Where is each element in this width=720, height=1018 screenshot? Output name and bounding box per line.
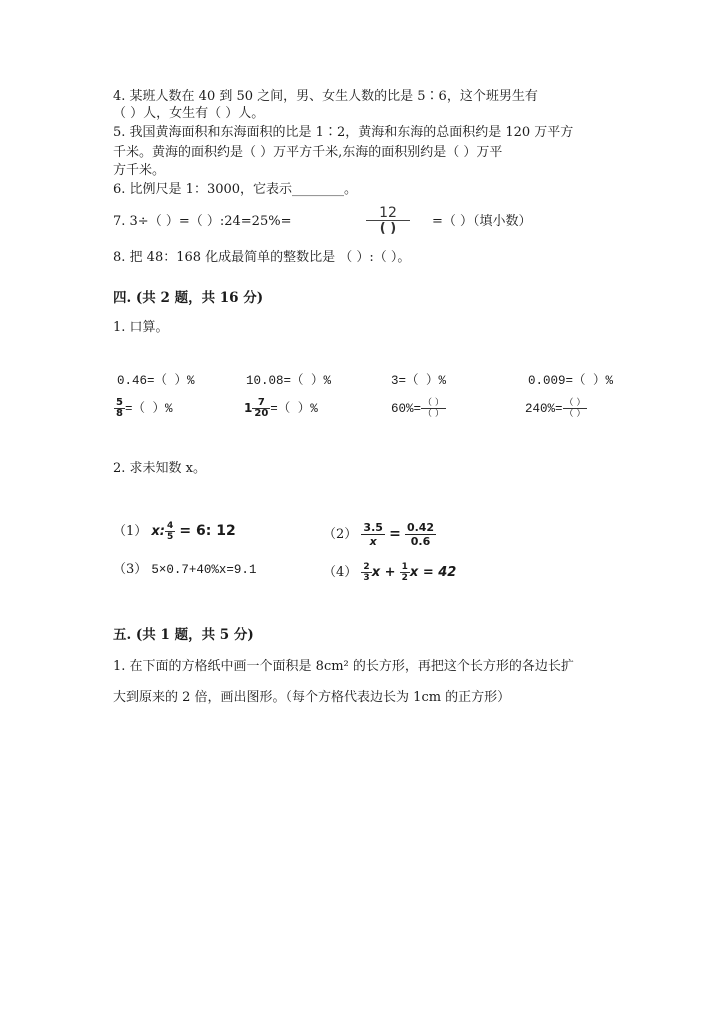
eq4-fraction-1 <box>361 562 371 583</box>
q4-line1: 4. 某班人数在 40 到 50 之间，男、女生人数的比是 5∶6，这个班男生有 <box>113 89 538 104</box>
mixed-whole: 1 <box>244 401 253 415</box>
calc-r2-c4 <box>525 398 587 419</box>
calc-r2-c3-fraction <box>421 398 446 419</box>
eq4-index: （4） <box>323 565 358 580</box>
frac-num: 5 <box>116 397 123 409</box>
calc-r1-c2: 10.08=（ ）% <box>246 374 332 388</box>
eq1-pre: x: <box>151 524 166 539</box>
q5-1-line1: 1. 在下面的方格纸中画一个面积是 8cm² 的长方形，再把这个长方形的各边长扩 <box>113 659 574 674</box>
eq4-term2: x = 42 <box>409 565 457 580</box>
eq2-right-fraction <box>405 521 436 548</box>
eq3-text: 5×0.7+40%x=9.1 <box>151 563 257 577</box>
eq1-index: （1） <box>113 524 148 539</box>
q7-fraction-denominator: ( ) <box>379 221 397 236</box>
q7-right: =（ ）（填小数） <box>432 214 532 229</box>
section4-title: 四. (共 2 题，共 16 分) <box>113 290 264 306</box>
calc-r1-c1: 0.46=（ ）% <box>117 374 195 388</box>
frac-den: （ ） <box>423 409 444 419</box>
eq1-post: = 6: 12 <box>179 523 236 539</box>
eq3-index: （3） <box>113 562 148 577</box>
frac-num: （ ） <box>423 398 444 408</box>
frac-num: 3.5 <box>363 521 383 534</box>
calc-r2-c1 <box>114 398 172 419</box>
q6-line: 6. 比例尺是 1：3000，它表示________。 <box>113 182 358 197</box>
eq3 <box>113 562 256 578</box>
q7-fraction <box>366 206 410 237</box>
frac-den: （ ） <box>564 409 586 419</box>
frac-den: 3 <box>363 573 370 583</box>
calc-r2-c2-fraction <box>252 398 270 419</box>
eq2-left-fraction <box>361 521 385 548</box>
q5-line1: 5. 我国黄海面积和东海面积的比是 1∶2，黄海和东海的总面积约是 120 万平方 <box>113 125 574 140</box>
eq1-fraction <box>165 521 175 542</box>
calc-r2-c3 <box>391 398 446 419</box>
q5-1-line2: 大到原来的 2 倍，画出图形。（每个方格代表边长为 1cm 的正方形） <box>113 690 511 705</box>
eq2-index: （2） <box>323 527 358 542</box>
q4-2-label: 2. 求未知数 x。 <box>113 461 206 476</box>
calc-r2-c4-fraction <box>563 398 588 419</box>
frac-den: 20 <box>254 408 269 420</box>
section5-title: 五. (共 1 题，共 5 分) <box>113 627 254 643</box>
frac-den: 2 <box>401 573 408 583</box>
calc-r1-c4: 0.009=（ ）% <box>528 374 614 388</box>
eq2 <box>323 521 436 548</box>
calc-r2-c2 <box>244 398 318 419</box>
q5-line3: 方千米。 <box>113 163 166 178</box>
frac-den: 8 <box>116 408 123 420</box>
calc-r2-c1-rest: =（ ）% <box>124 402 173 416</box>
frac-den: 0.6 <box>410 535 431 548</box>
frac-num: 1 <box>401 562 408 572</box>
eq2-equals: = <box>389 526 401 542</box>
eq4 <box>323 562 456 583</box>
eq1 <box>113 521 236 542</box>
frac-den: x <box>369 535 377 548</box>
q4-1-label: 1. 口算。 <box>113 320 169 335</box>
eq4-fraction-2 <box>400 562 410 583</box>
q4-line2: （ ）人，女生有（ ）人。 <box>113 106 265 121</box>
frac-num: 2 <box>363 562 370 572</box>
q7-left: 7. 3÷（ ）=（ ）:24=25%= <box>113 214 292 229</box>
calc-r2-c3-pre: 60%= <box>391 401 422 416</box>
q7-fraction-numerator: 12 <box>366 206 410 221</box>
calc-r1-c3: 3=（ ）% <box>391 374 447 388</box>
frac-num: 0.42 <box>406 521 435 534</box>
frac-num: 7 <box>252 398 270 409</box>
q5-line2: 千米。黄海的面积约是（ ）万平方千米,东海的面积别约是（ ）万平 <box>113 145 503 160</box>
q8-line: 8. 把 48：168 化成最简单的整数比是 （ ）:（ ）。 <box>113 250 411 265</box>
calc-r2-c1-fraction <box>114 398 125 419</box>
frac-num: （ ） <box>564 398 586 408</box>
calc-r2-c4-pre: 240%= <box>525 401 563 416</box>
eq4-term1: x + <box>371 565 396 580</box>
frac-den: 5 <box>167 532 174 542</box>
frac-num: 4 <box>167 521 174 531</box>
calc-r2-c2-rest: =（ ）% <box>270 402 318 416</box>
